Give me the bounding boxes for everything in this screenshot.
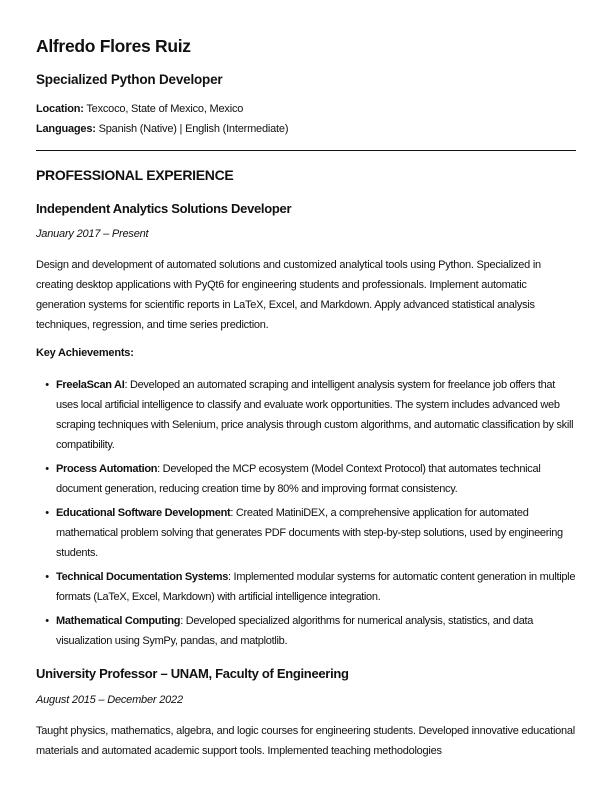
- achievement-text: : Implemented modular systems for automatic content generation in multiple formats (LaTeX, Excel, Markdown) with artificial intelligence integration.: [56, 571, 576, 603]
- achievement-text: : Developed specialized algorithms for numerical analysis, statistics, and data visualization using SymPy, pandas, and matplotlib.: [56, 615, 534, 647]
- job-description: Design and development of automated solutions and customized analytical tools using Python. Specialized in creating desktop applications with PyQt6 for engineering students and professionals. Implement automatic generation systems for scientific reports in LaTeX, Excel, and Markdown. Apply advanced statistical analysis techniques, regression, and time series prediction.: [36, 259, 541, 331]
- achievement-item: [45, 459, 578, 499]
- location-value: Texcoco, State of Mexico, Mexico: [83, 103, 244, 115]
- bullet-icon: •: [45, 463, 49, 475]
- achievement-item: [45, 503, 578, 563]
- languages-line: [36, 123, 288, 135]
- achievement-title: Process Automation: [56, 463, 158, 475]
- job-title: University Professor – UNAM, Faculty of Engineering: [36, 666, 349, 681]
- achievement-item: [45, 567, 578, 607]
- candidate-title: Specialized Python Developer: [36, 72, 223, 87]
- bullet-icon: •: [45, 615, 49, 627]
- languages-label: Languages:: [36, 123, 96, 135]
- key-achievements-label: Key Achievements:: [36, 347, 134, 359]
- achievement-title: FreelaScan AI: [56, 379, 125, 391]
- achievement-text: : Developed the MCP ecosystem (Model Context Protocol) that automates technical document generation, reducing creation time by 80% and improving format consistency.: [56, 463, 541, 495]
- job-dates: August 2015 – December 2022: [36, 694, 183, 706]
- bullet-icon: •: [45, 379, 49, 391]
- job-title: Independent Analytics Solutions Developer: [36, 201, 292, 216]
- job-dates: January 2017 – Present: [36, 228, 149, 240]
- bullet-icon: •: [45, 571, 49, 583]
- job-description: Taught physics, mathematics, algebra, and logic courses for engineering students. Developed innovative educational materials and automated academic support tools. Implemented teaching methodologies: [36, 725, 575, 757]
- achievement-text: : Created MatiniDEX, a comprehensive application for automated mathematical problem solving that generates PDF documents with step-by-step solutions, used by engineering students.: [56, 507, 563, 559]
- header-divider: [36, 150, 576, 151]
- location-line: [36, 103, 243, 115]
- achievement-title: Educational Software Development: [56, 507, 231, 519]
- achievement-text: : Developed an automated scraping and intelligent analysis system for freelance job offers that uses local artificial intelligence to classify and evaluate work opportunities. The system includes advanced web scraping techniques with Selenium, price analysis through custom algorithms, and automatic classification by skill compatibility.: [56, 379, 574, 451]
- section-title-experience: PROFESSIONAL EXPERIENCE: [36, 167, 234, 183]
- candidate-name: Alfredo Flores Ruiz: [36, 36, 191, 56]
- location-label: Location:: [36, 103, 84, 115]
- achievement-item: [45, 375, 578, 455]
- bullet-icon: •: [45, 507, 49, 519]
- achievement-item: [45, 611, 578, 651]
- languages-value: Spanish (Native) | English (Intermediate): [95, 123, 289, 135]
- achievement-title: Technical Documentation Systems: [56, 571, 229, 583]
- achievement-title: Mathematical Computing: [56, 615, 181, 627]
